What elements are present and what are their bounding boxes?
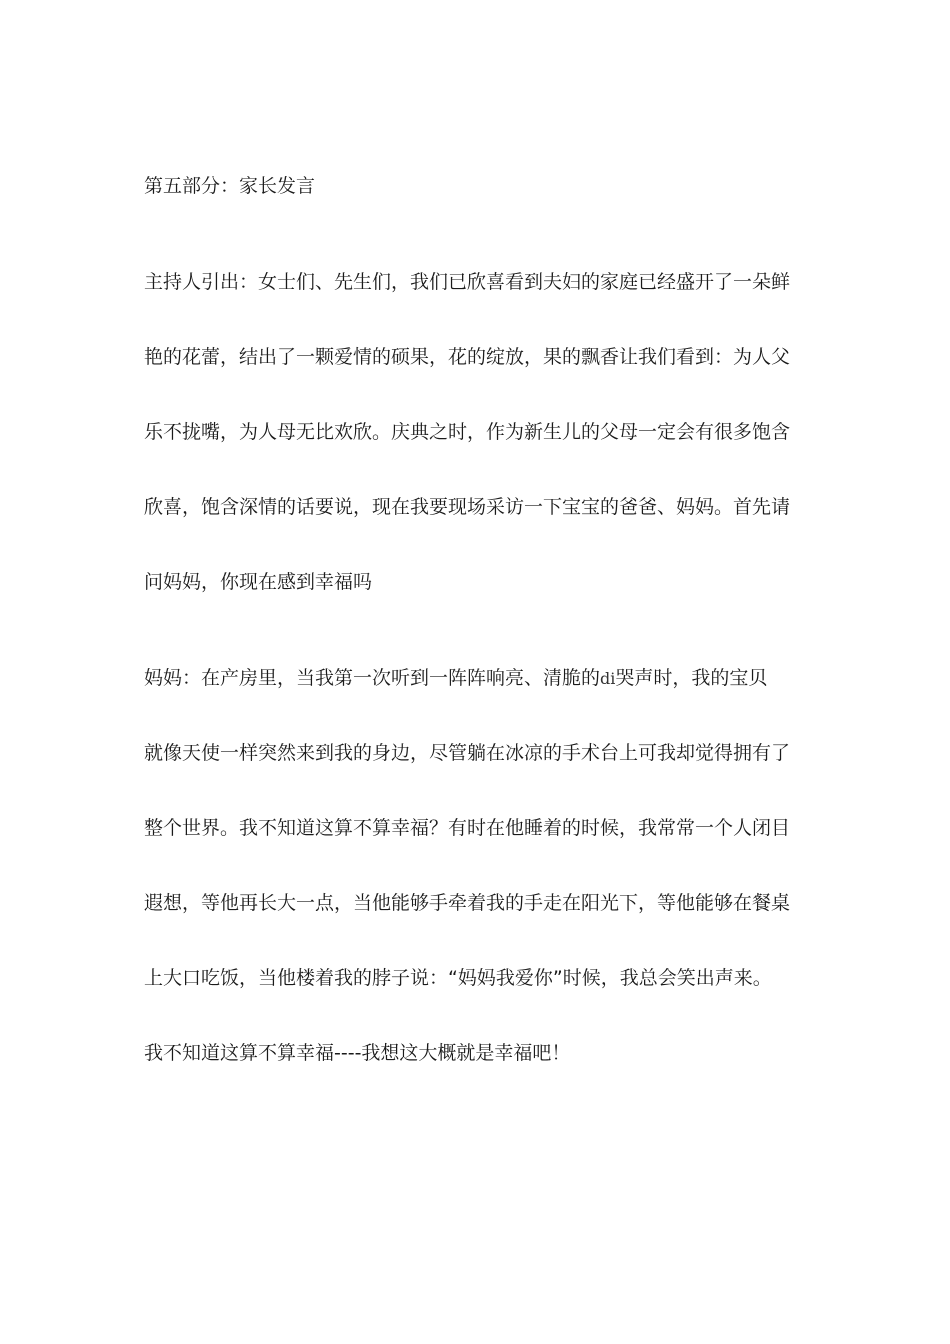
- host-intro-line-2: 艳的花蕾，结出了一颗爱情的硕果，花的绽放，果的飘香让我们看到：为人父: [144, 346, 791, 368]
- mother-speech-line-6: 我不知道这算不算幸福----我想这大概就是幸福吧！: [144, 1042, 571, 1064]
- pinyin-note: di: [600, 669, 616, 688]
- host-intro-line-5: 问妈妈，你现在感到幸福吗: [144, 571, 373, 593]
- mother-speech-line-2: 就像天使一样突然来到我的身边，尽管躺在冰凉的手术台上可我却觉得拥有了: [144, 742, 791, 764]
- mother-speech-line-5: 上大口吃饭，当他楼着我的脖子说：“妈妈我爱你”时候，我总会笑出声来。: [144, 967, 772, 989]
- host-intro-line-3: 乐不拢嘴，为人母无比欢欣。庆典之时，作为新生儿的父母一定会有很多饱含: [144, 421, 791, 443]
- host-intro-line-1: 主持人引出：女士们、先生们，我们已欣喜看到夫妇的家庭已经盛开了一朵鲜: [144, 271, 791, 293]
- mother-speech-text-after: 哭声时，我的宝贝: [615, 667, 768, 689]
- section-heading: 第五部分：家长发言: [144, 175, 316, 197]
- mother-speech-line-4: 遐想，等他再长大一点，当他能够手牵着我的手走在阳光下，等他能够在餐桌: [144, 892, 791, 914]
- mother-speech-line-1: [144, 658, 814, 698]
- mother-speech-text-before: 妈妈：在产房里，当我第一次听到一阵阵响亮、清脆的: [144, 667, 601, 689]
- host-intro-line-4: 欣喜，饱含深情的话要说，现在我要现场采访一下宝宝的爸爸、妈妈。首先请: [144, 496, 791, 518]
- mother-speech-line-3: 整个世界。我不知道这算不算幸福？有时在他睡着的时候，我常常一个人闭目: [144, 817, 791, 839]
